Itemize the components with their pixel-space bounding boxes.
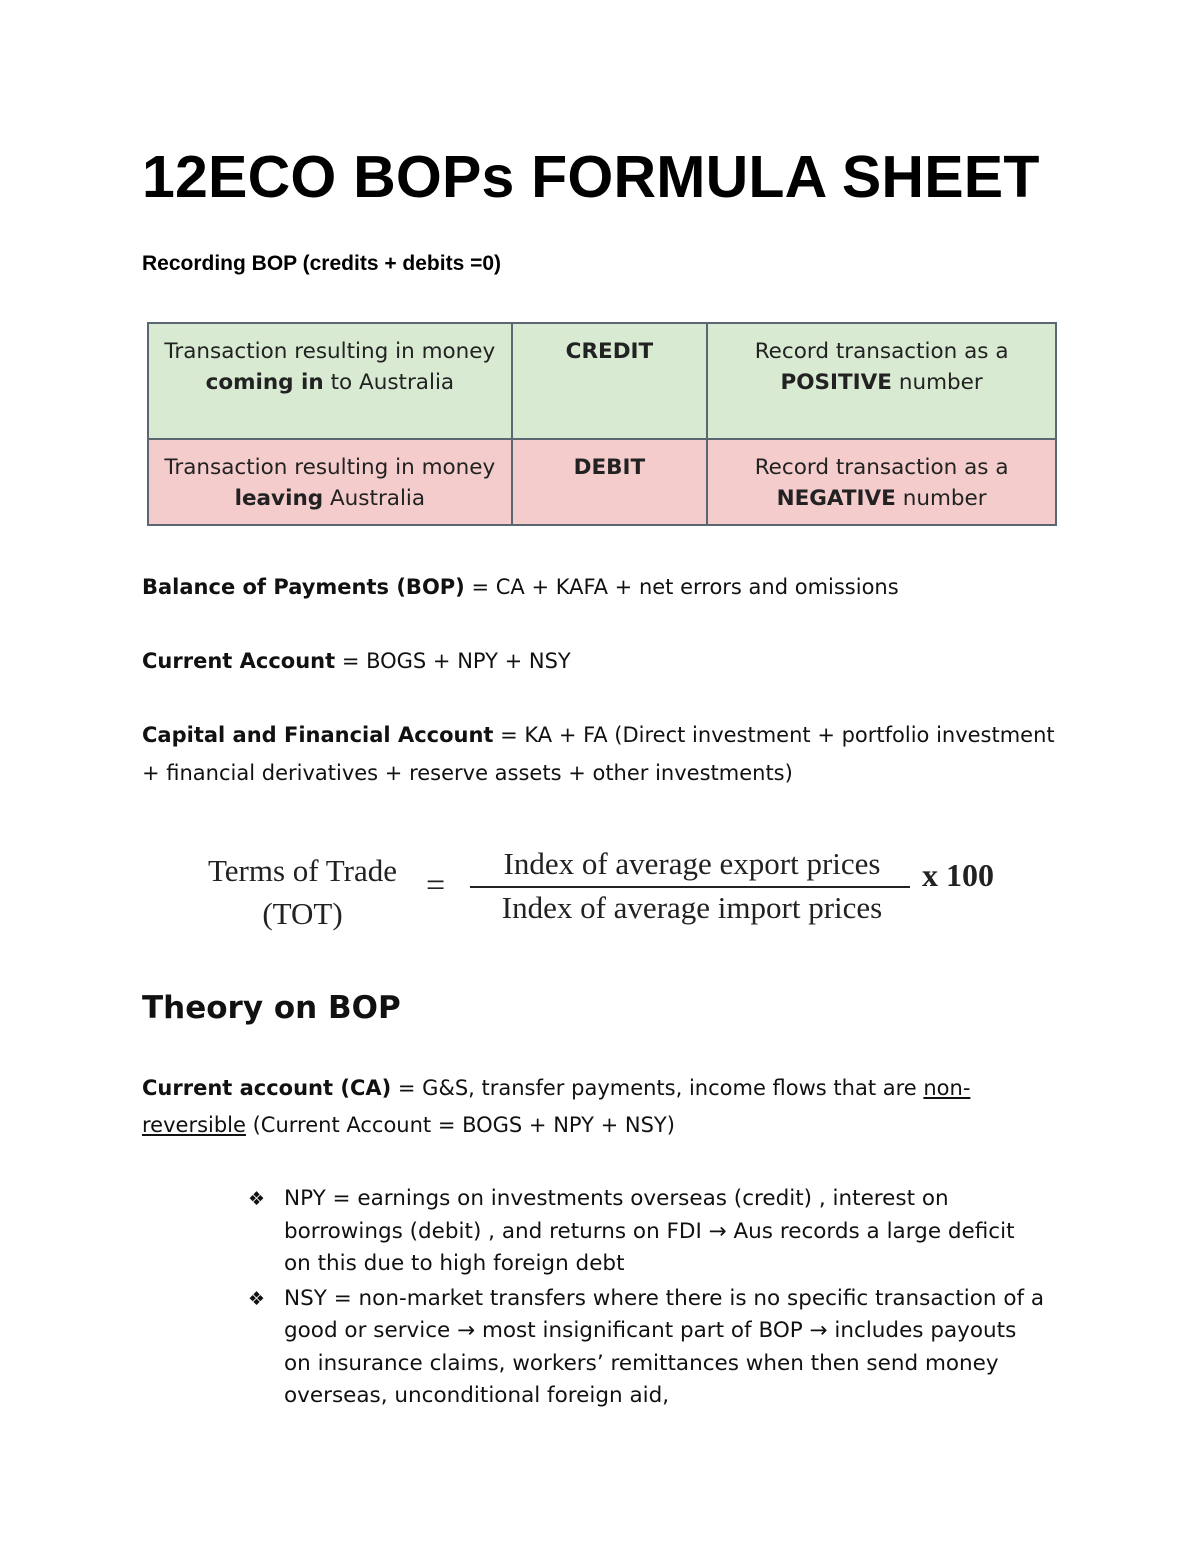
coming-in-text: coming in (205, 370, 324, 395)
tot-denominator: Index of average import prices (501, 890, 883, 925)
debit-type-cell: DEBIT (512, 439, 708, 525)
diamond-bullet-icon: ❖ (248, 1188, 266, 1210)
current-account-definition: Current account (CA) = G&S, transfer payments, income flows that are non-reversible (Current Account = BOGS + NPY + NSY) (142, 1076, 971, 1137)
terms-of-trade-formula (200, 845, 1020, 935)
positive-text: POSITIVE (780, 370, 892, 395)
fraction-bar (470, 886, 910, 888)
page-title: 12ECO BOPs FORMULA SHEET (142, 144, 1040, 210)
credit-row (148, 323, 1056, 439)
diamond-bullet-icon: ❖ (248, 1287, 266, 1310)
tot-equals: = (426, 867, 446, 904)
debit-row (148, 439, 1056, 525)
tot-label: Terms of Trade (TOT) (208, 853, 397, 931)
debit-rule-cell: Record transaction as a NEGATIVE number (707, 439, 1056, 525)
non-reversible-text: non-reversible (142, 1076, 971, 1137)
credit-type-cell: CREDIT (512, 323, 708, 439)
leaving-text: leaving (234, 486, 324, 511)
list-item: ❖ NSY = non-market transfers where there is no specific transaction of a good or service → most insignificant part of BOP → includes payouts on insurance claims, workers’ remittances when then send money overseas, unconditional foreign aid, (248, 1283, 1048, 1413)
theory-heading: Theory on BOP (142, 990, 401, 1026)
current-account-formula: Current Account = BOGS + NPY + NSY (142, 649, 571, 673)
credit-rule-cell: Record transaction as a POSITIVE number (707, 323, 1056, 439)
kafa-formula: Capital and Financial Account = KA + FA (Direct investment + portfolio investment + financial derivatives + reserve assets + other investments) (142, 723, 1055, 785)
credit-debit-table (147, 322, 1057, 526)
tot-numerator: Index of average export prices (503, 846, 881, 881)
bop-formula: Balance of Payments (BOP) = CA + KAFA + net errors and omissions (142, 575, 899, 599)
credit-description-cell: Transaction resulting in money coming in to Australia (148, 323, 512, 439)
negative-text: NEGATIVE (776, 486, 896, 511)
theory-bullet-list (248, 1183, 1048, 1415)
tot-multiplier: x 100 (922, 857, 994, 893)
list-item: ❖ NPY = earnings on investments overseas (credit) , interest on borrowings (debit) , and returns on FDI → Aus records a large deficit on this due to high foreign debt (248, 1183, 1048, 1281)
recording-heading: Recording BOP (credits + debits =0) (142, 252, 502, 275)
debit-description-cell: Transaction resulting in money leaving Australia (148, 439, 512, 525)
